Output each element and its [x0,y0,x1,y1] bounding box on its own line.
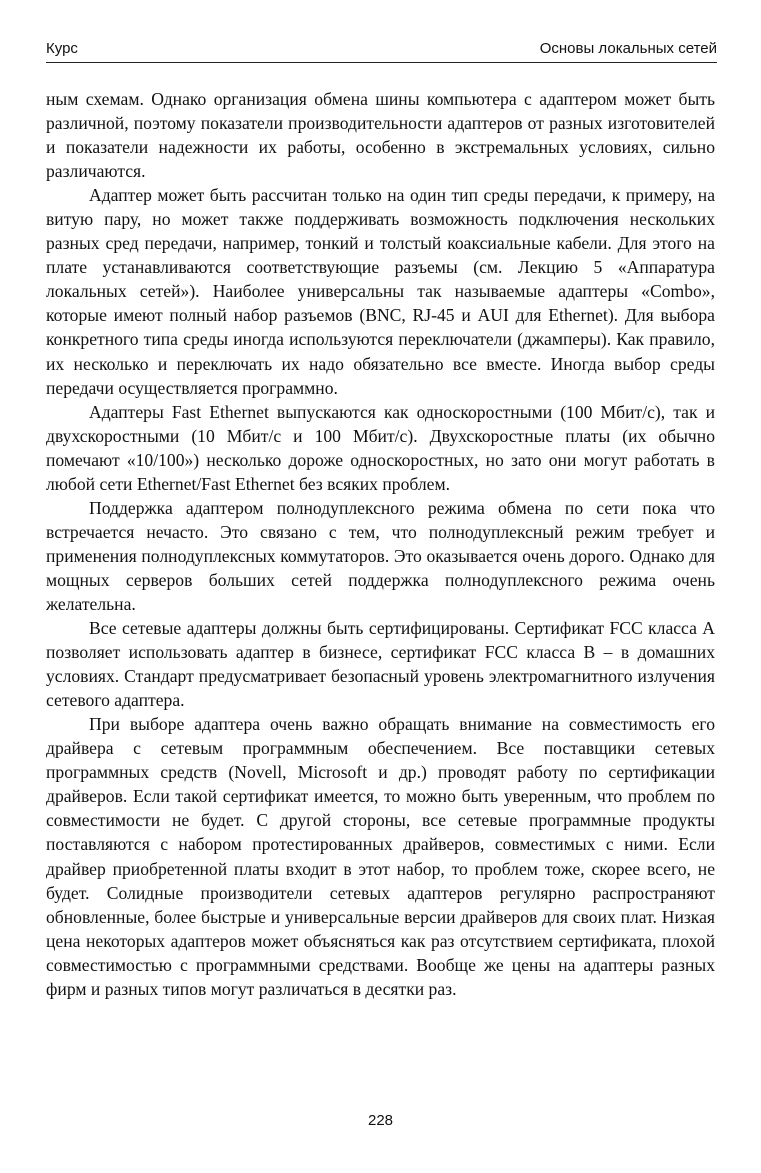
paragraph-full-duplex: Поддержка адаптером полнодуплексного режима обмена по сети пока что встречается нечасто. Это связано с тем, что полнодуплексный режим требует и применения полнодуплексных коммутаторов. Это оказывается очень дорого. Однако для мощных серверов больших сетей поддержка полнодуплексного режима очень желательна. [46,497,715,614]
paragraph-fast-ethernet: Адаптеры Fast Ethernet выпускаются как односкоростными (100 Мбит/с), так и двухскоростными (10 Мбит/с и 100 Мбит/с). Двухскоростные платы (их обычно помечают «10/100») несколько дороже односкоростных, но зато они могут работать в любой сети Ethernet/Fast Ethernet без всяких проблем. [46,401,715,494]
paragraph-continuation: ным схемам. Однако организация обмена шины компьютера с адаптером может быть различной, поэтому показатели производительности адаптеров от разных изготовителей и показатели надежности их работы, особенно в экстремальных условиях, сильно различаются. [46,89,715,182]
paragraph-drivers: При выборе адаптера очень важно обращать внимание на совместимость его драйвера с сетевым программным обеспечением. Все поставщики сетевых программных средств (Novell, Microsoft и др.) проводят работу по сертификации драйверов. Если такой сертификат имеется, то можно быть уверенным, что проблем по совместимости не будет. С другой стороны, все сетевые программные продукты поставляются с набором протестированных драйверов, совместимых с ними. Если драйвер приобретенной платы входит в этот набор, то проблем тоже, скорее всего, не будет. Солидные производители сетевых адаптеров регулярно распространяют обновленные, более быстрые и универсальные версии драйверов для своих плат. Низкая цена некоторых адаптеров может объясняться как раз отсутствием сертификата, плохой совместимостью с программными средствами. Вообще же цены на адаптеры разных фирм и разных типов могут различаться в десятки раз. [46,714,715,999]
page-body-text [46,87,715,1001]
paragraph-media-types: Адаптер может быть рассчитан только на один тип среды передачи, к примеру, на витую пару, но может также поддерживать возможность подключения нескольких разных сред передачи, например, тонкий и толстый коаксиальные кабели. Для этого на плате устанавливаются соответствующие разъемы (см. Лекцию 5 «Аппаратура локальных сетей»). Наиболее универсальны так называемые адаптеры «Combo», которые имеют полный набор разъемов (BNC, RJ-45 и AUI для Ethernet). Для выбора конкретного типа среды иногда используются переключатели (джамперы). Как правило, их несколько и переключать их надо обязательно все вместе. Иногда выбор среды передачи осуществляется программно. [46,185,715,398]
header-course-label: Курс [46,40,78,57]
page-number: 228 [367,1112,394,1129]
running-header [46,40,717,63]
header-section-title: Основы локальных сетей [539,40,717,57]
paragraph-certification: Все сетевые адаптеры должны быть сертифицированы. Сертификат FCC класса A позволяет использовать адаптер в бизнесе, сертификат FCC класса B – в домашних условиях. Стандарт предусматривает безопасный уровень электромагнитного излучения сетевого адаптера. [46,618,715,711]
